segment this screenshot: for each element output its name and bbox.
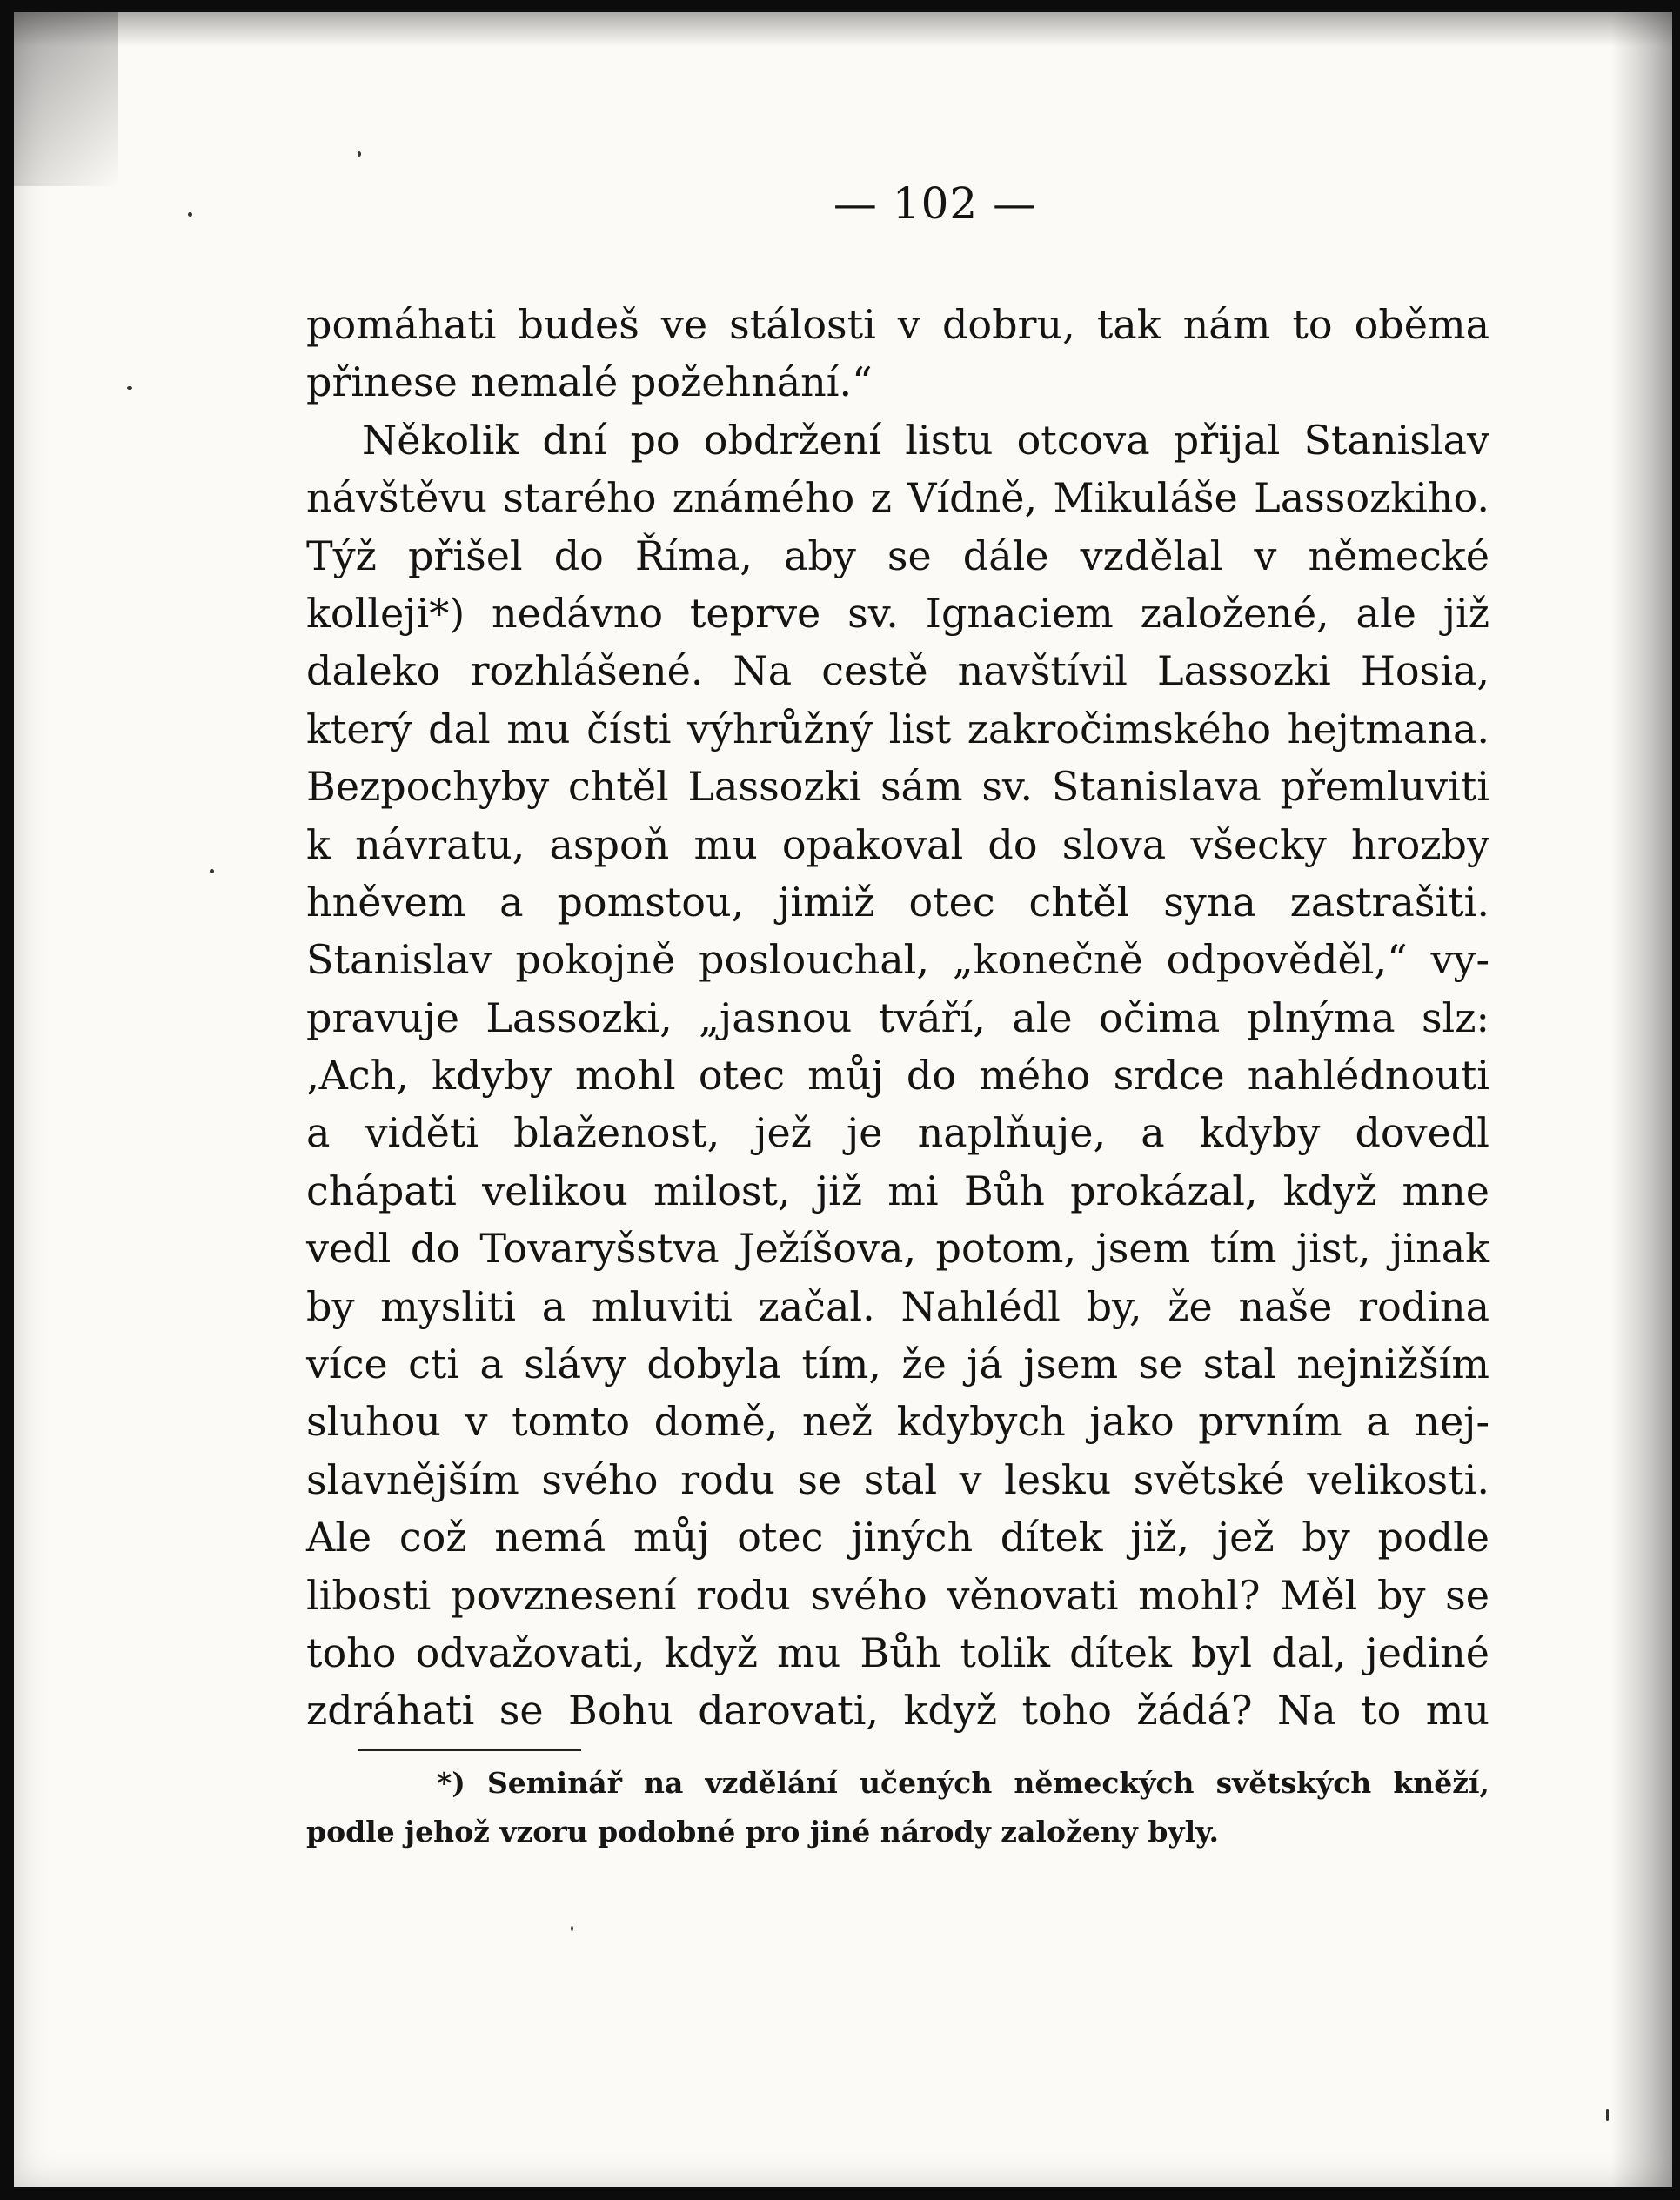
text-line: sluhou v tomto domě, než kdybych jako prvním a nej- — [306, 1398, 1489, 1446]
scan-speck — [1606, 2109, 1609, 2121]
text-line: Několik dní po obdržení listu otcova přijal Stanislav — [362, 416, 1489, 464]
text-line: Bezpochyby chtěl Lassozki sám sv. Stanislava přemluviti — [306, 763, 1489, 811]
footnote-line: *) Seminář na vzdělání učených německých světských kněží, — [437, 1766, 1489, 1800]
text-line: vedl do Tovaryšstva Ježíšova, potom, jsem tím jist, jinak — [306, 1225, 1489, 1273]
text-line: k návratu, aspoň mu opakoval do slova všecky hrozby — [306, 820, 1489, 868]
page-shadow-right — [1611, 12, 1672, 2187]
text-line: více cti a slávy dobyla tím, že já jsem se stal nejnižším — [306, 1341, 1489, 1388]
text-line: by mysliti a mluviti začal. Nahlédl by, že naše rodina — [306, 1282, 1489, 1330]
text-line: který dal mu čísti výhrůžný list zakročimského hejtmana. — [306, 705, 1489, 752]
footnote-separator — [358, 1749, 581, 1751]
scan-speck — [210, 869, 214, 873]
text-line: pravuje Lassozki, „jasnou tváří, ale očima plnýma slz: — [306, 993, 1489, 1041]
footnote-line: podle jehož vzoru podobné pro jiné národy založeny byly. — [306, 1815, 1220, 1849]
scan-speck — [127, 386, 132, 390]
page-number: — 102 — — [833, 178, 1038, 229]
page-shadow-corner — [14, 12, 118, 186]
text-line: a viděti blaženost, jež je naplňuje, a kdyby dovedl — [306, 1109, 1489, 1157]
text-line: Ale což nemá můj otec jiných dítek již, jež by podle — [306, 1514, 1489, 1561]
scan-speck — [358, 151, 361, 157]
text-line: daleko rozhlášené. Na cestě navštívil Lassozki Hosia, — [306, 647, 1489, 695]
scan-speck — [571, 1926, 573, 1931]
text-line: Stanislav pokojně poslouchal, „konečně odpověděl,“ vy- — [306, 936, 1489, 984]
text-line: chápati velikou milost, již mi Bůh prokázal, když mne — [306, 1167, 1489, 1214]
text-line: kolleji*) nedávno teprve sv. Ignaciem založené, ale již — [306, 589, 1489, 637]
text-line: libosti povznesení rodu svého věnovati mohl? Měl by se — [306, 1571, 1489, 1619]
body-text — [306, 296, 1489, 1740]
text-line: přinese nemalé požehnání.“ — [306, 358, 873, 406]
text-line: pomáhati budeš ve stálosti v dobru, tak nám to oběma — [306, 301, 1489, 348]
text-line: zdráhati se Bohu darovati, když toho žádá? Na to mu — [306, 1687, 1489, 1735]
text-line: toho odvažovati, když mu Bůh tolik dítek byl dal, jediné — [306, 1628, 1489, 1676]
text-line: návštěvu starého známého z Vídně, Mikuláše Lassozkiho. — [306, 474, 1489, 522]
text-line: hněvem a pomstou, jimiž otec chtěl syna zastrašiti. — [306, 878, 1489, 926]
text-line: slavnějším svého rodu se stal v lesku světské velikosti. — [306, 1455, 1489, 1503]
footnote — [306, 1759, 1489, 1856]
text-line: Týž přišel do Říma, aby se dále vzdělal v německé — [306, 532, 1489, 579]
page-shadow-top — [14, 12, 1672, 47]
text-line: ‚Ach, kdyby mohl otec můj do mého srdce nahlédnouti — [306, 1052, 1489, 1100]
